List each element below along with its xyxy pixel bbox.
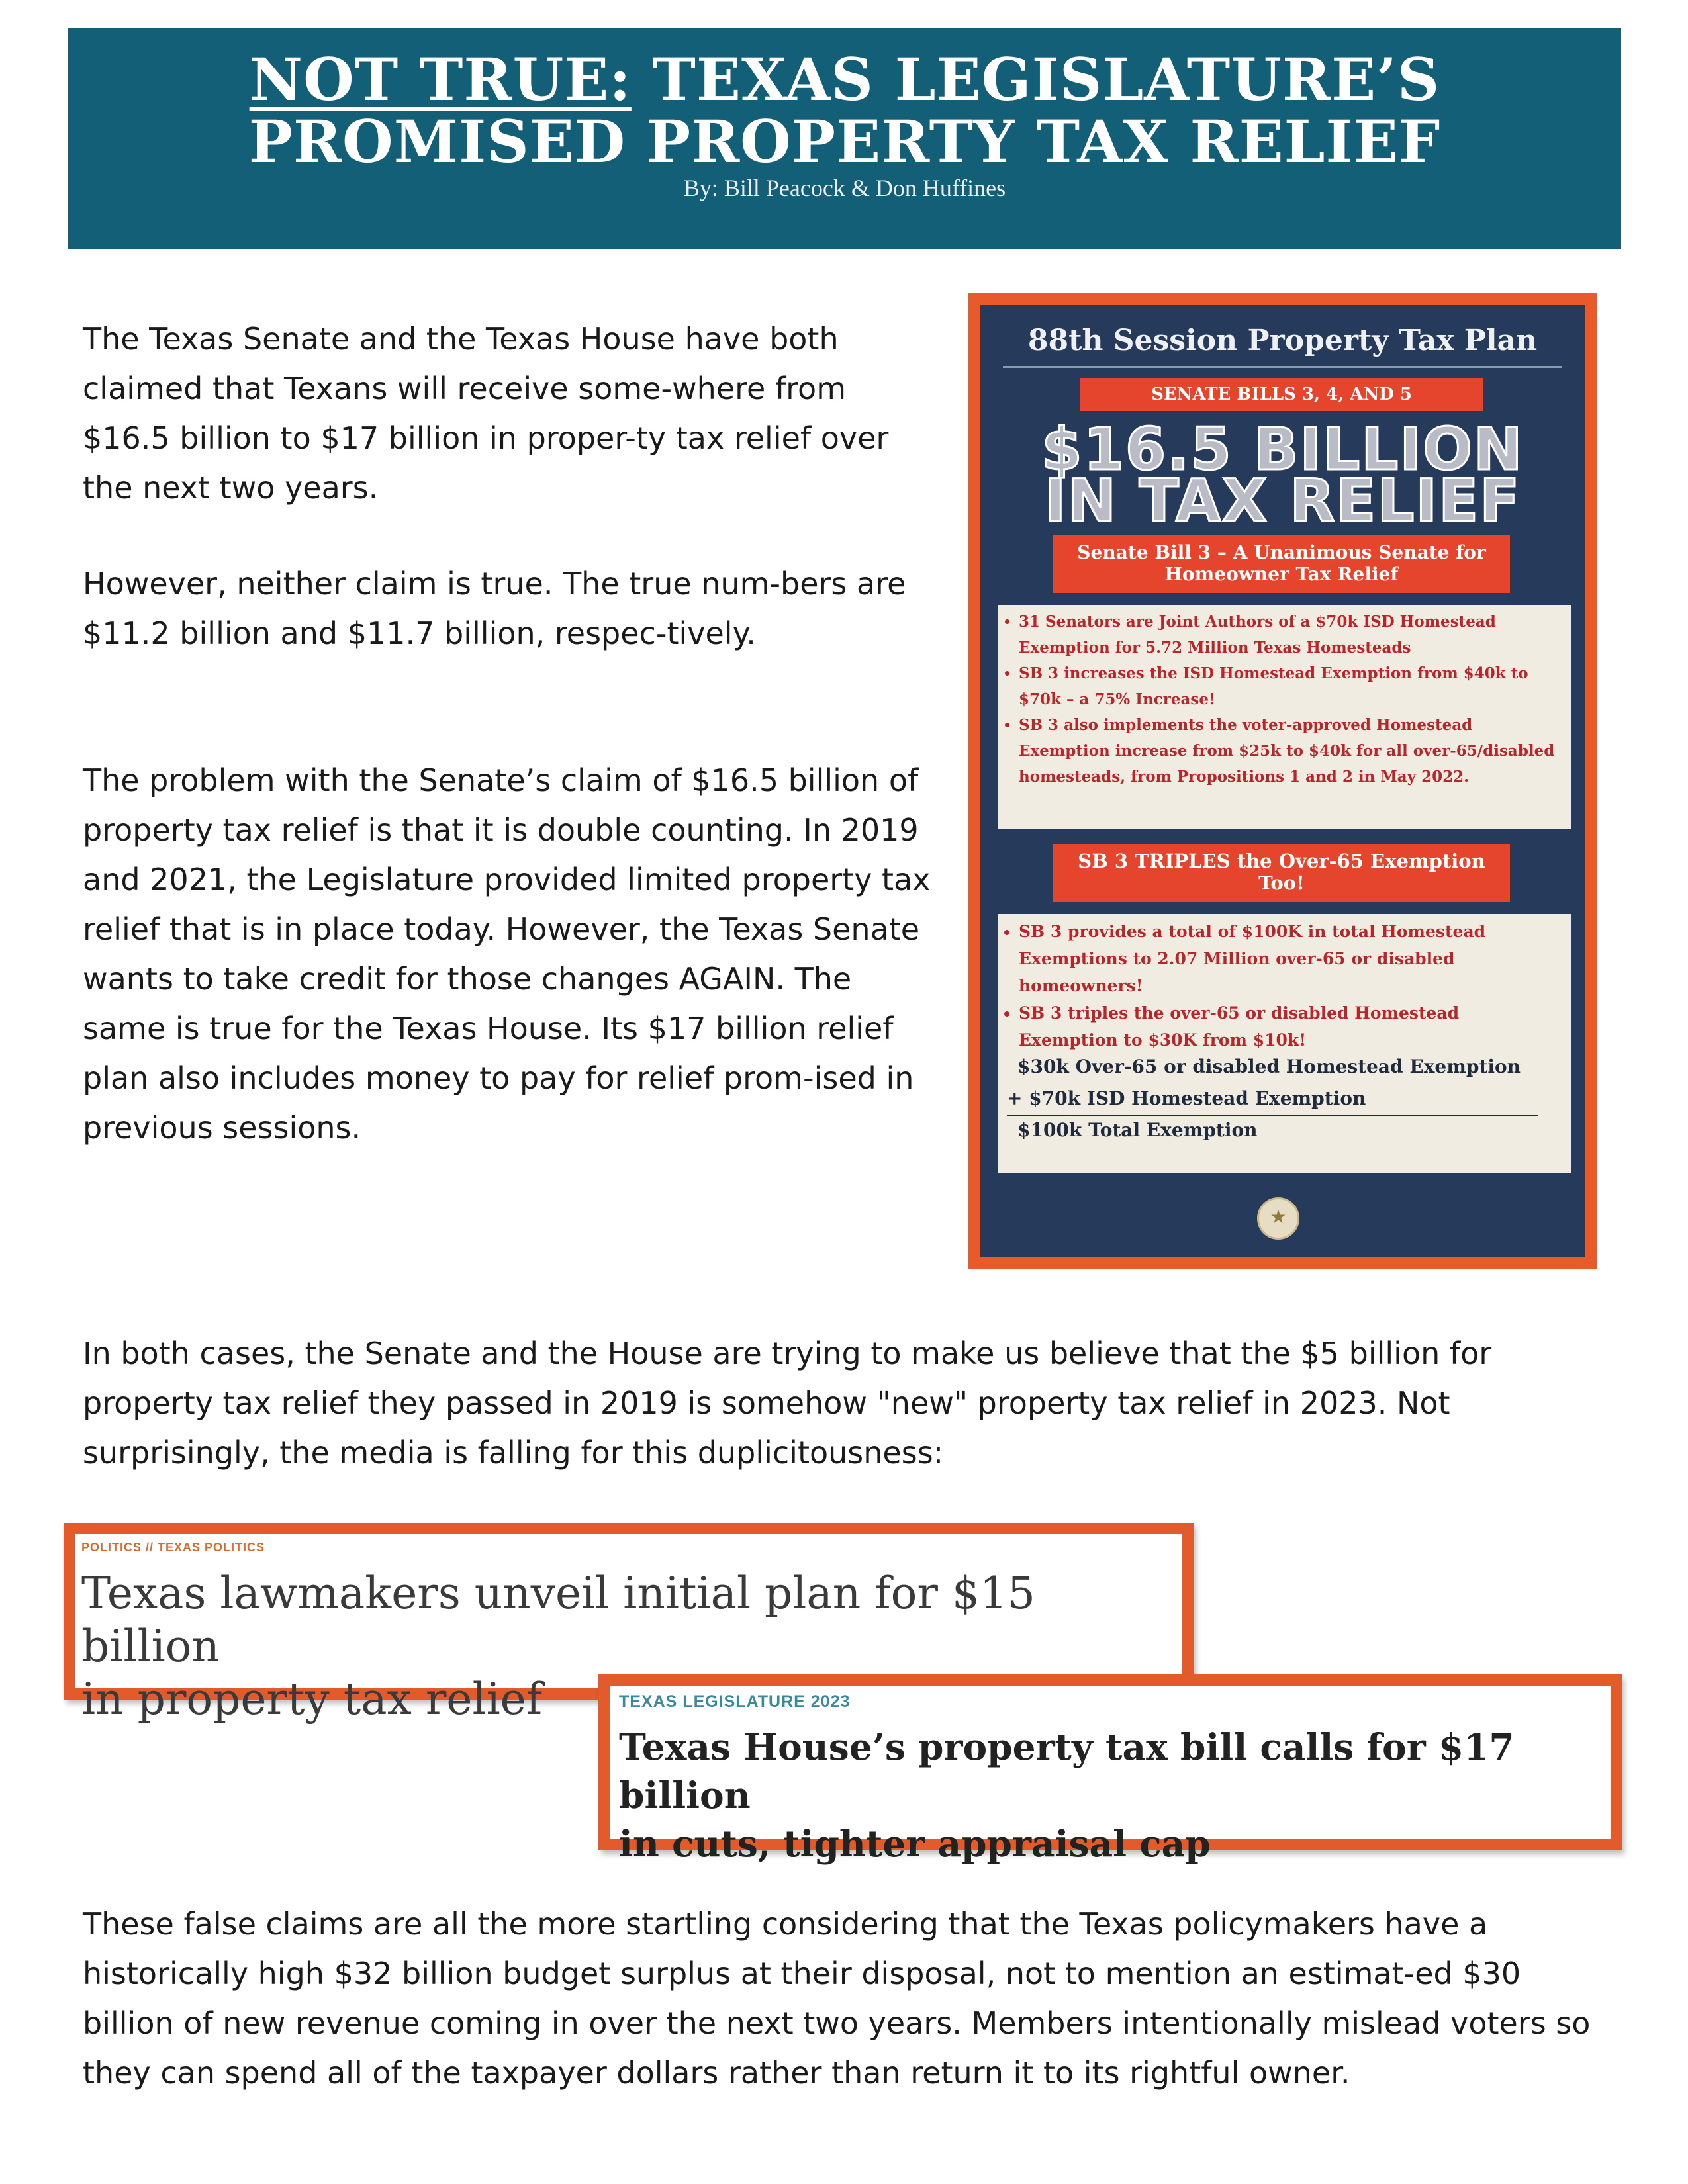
poster-panel	[980, 305, 1585, 1257]
poster-big-line1: $16.5 BILLION	[1041, 415, 1524, 483]
poster-section2-line1: SB 3 TRIPLES the Over-65 Exemption	[1078, 850, 1485, 872]
clipping-2-category: TEXAS LEGISLATURE 2023	[619, 1692, 851, 1711]
clipping-1-headline-line1: Texas lawmakers unveil initial plan for $15 billion	[81, 1568, 1035, 1672]
poster-subtitle-bar: SENATE BILLS 3, 4, AND 5	[1080, 378, 1483, 411]
poster-bullet: • SB 3 provides a total of $100K in total Homestead Exemptions to 2.07 Million over-65 or disabled homeowners!	[1019, 918, 1560, 999]
poster-bullets-2	[1000, 918, 1560, 1054]
headline-clipping-2	[598, 1674, 1622, 1865]
poster-section1-line1: Senate Bill 3 – A Unanimous Senate for	[1077, 541, 1486, 563]
poster-section2-line2: Too!	[1258, 872, 1305, 894]
clipping-1-headline-line2: in property tax relief	[81, 1674, 543, 1725]
title-prefix: NOT TRUE:	[249, 45, 632, 114]
poster-sum-line1: $30k Over-65 or disabled Homestead Exemption	[1017, 1056, 1521, 1077]
poster-bullet: • SB 3 triples the over-65 or disabled Homestead Exemption to $30K from $10k!	[1019, 999, 1560, 1054]
paragraph-2: However, neither claim is true. The true num-bers are $11.2 billion and $11.7 billion, respec-tively.	[83, 566, 906, 651]
poster-sum-line2: + $70k ISD Homestead Exemption	[1007, 1087, 1366, 1109]
headline-clipping-2-body	[610, 1686, 1611, 1865]
poster-bullets-1	[1000, 609, 1560, 790]
property-tax-plan-poster	[968, 293, 1597, 1269]
poster-section1-bar	[1053, 535, 1510, 593]
poster-bullet: • 31 Senators are Joint Authors of a $70k ISD Homestead Exemption for 5.72 Million Texas Homesteads	[1019, 609, 1560, 660]
poster-sum-rule	[1007, 1115, 1538, 1116]
poster-section2-bar	[1053, 844, 1510, 902]
poster-bullet: • SB 3 also implements the voter-approved Homestead Exemption increase from $25k to $40k for all over-65/disabled homesteads, from Propositions 1 and 2 in May 2022.	[1019, 712, 1560, 790]
poster-title-divider	[1003, 366, 1562, 368]
seal-star-icon: ★	[1270, 1206, 1287, 1228]
paragraph-1: The Texas Senate and the Texas House have both claimed that Texans will receive some-where from $16.5 billion to $17 billion in proper-ty tax relief over the next two years.	[83, 321, 889, 506]
clipping-2-headline	[619, 1723, 1611, 1868]
byline: By: Bill Peacock & Don Huffines	[683, 175, 1006, 201]
paragraph-3: The problem with the Senate’s claim of $16.5 billion of property tax relief is that it is double counting. In 2019 and 2021, the Legislature provided limited property tax relief that is in place today. However, the Texas Senate wants to take credit for those changes AGAIN. The same is true for the Texas House. Its $17 billion relief plan also includes money to pay for relief prom-ised in previous sessions.	[83, 762, 931, 1146]
poster-sum-line3: $100k Total Exemption	[1017, 1119, 1258, 1141]
paragraph-5: These false claims are all the more startling considering that the Texas policymakers have a historically high $32 billion budget surplus at their disposal, not to mention an estimat-ed $30 billion of new revenue coming in over the next two years. Members intentionally mislead voters so they can spend all of the taxpayer dollars rather than return it to its rightful owner.	[83, 1906, 1591, 2091]
clipping-1-category: POLITICS // TEXAS POLITICS	[81, 1541, 265, 1554]
header-banner	[68, 28, 1621, 249]
texas-senate-seal-icon	[1257, 1197, 1299, 1240]
page-title	[68, 45, 1621, 176]
clipping-2-headline-line1: Texas House’s property tax bill calls for $17 billion	[619, 1725, 1515, 1817]
poster-section1-line2: Homeowner Tax Relief	[1164, 563, 1399, 585]
clipping-2-headline-line2: in cuts, tighter appraisal cap	[619, 1822, 1211, 1865]
paragraph-4: In both cases, the Senate and the House are trying to make us believe that the $5 billion for property tax relief they passed in 2019 is somehow "new" property tax relief in 2023. Not surprisingly, the media is falling for this duplicitousness:	[83, 1336, 1492, 1471]
poster-title: 88th Session Property Tax Plan	[1027, 324, 1538, 357]
poster-big-line2: IN TAX RELIEF	[1044, 467, 1521, 535]
title-line1: TEXAS LEGISLATURE’S	[631, 45, 1440, 114]
poster-bullet: • SB 3 increases the ISD Homestead Exemption from $40k to $70k – a 75% Increase!	[1019, 660, 1560, 712]
title-line2: PROMISED PROPERTY TAX RELIEF	[248, 107, 1441, 176]
